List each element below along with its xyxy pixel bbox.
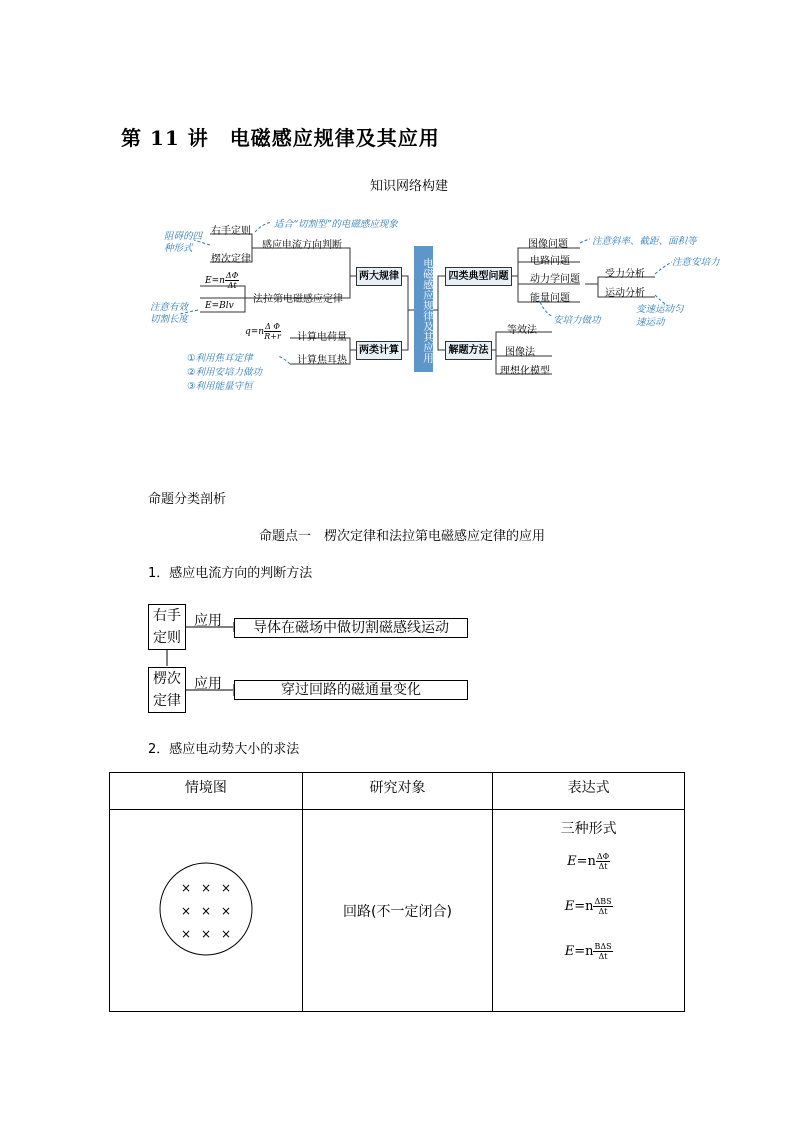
rule-right-hand-box xyxy=(148,604,186,650)
rule-lenz-name-1: 楞次 xyxy=(153,671,181,687)
mindmap-motion-analysis: 运动分析 xyxy=(605,288,645,299)
item2-heading: 2．感应电动势大小的求法 xyxy=(148,742,300,757)
mindmap-method-equivalent: 等效法 xyxy=(507,325,537,336)
field-cross: × xyxy=(180,926,191,941)
field-cross: × xyxy=(200,903,211,918)
forms-title: 三种形式 xyxy=(560,821,617,837)
formula-flux: E=n $\frac{\Delta\Phi}{\Delta t}$ xyxy=(567,852,610,871)
page-title: 第 11 讲 电磁感应规律及其应用 xyxy=(121,126,440,150)
field-cross: × xyxy=(220,926,231,941)
mindmap-item-image: 图像问题 xyxy=(528,239,568,250)
table-header-object: 研究对象 xyxy=(302,773,493,810)
field-cross: × xyxy=(220,903,231,918)
note-heat-3: ③利用能量守恒 xyxy=(187,381,253,392)
table-cell-object: 回路(不一定闭合) xyxy=(302,810,493,1012)
mindmap-formula-charge: q=n $\frac{\text{Δ Φ}}{R+r}$ xyxy=(245,322,281,341)
emf-table xyxy=(109,772,685,1012)
mindmap-heading: 知识网络构建 xyxy=(370,179,449,194)
note-energy: 安培力做功 xyxy=(553,315,601,326)
mindmap-charge-calc: 计算电荷量 xyxy=(297,332,347,343)
mindmap-branch-methods: 解题方法 xyxy=(445,341,492,360)
mindmap-method-ideal-model: 理想化模型 xyxy=(500,366,550,377)
section-heading: 命题分类剖析 xyxy=(148,492,227,507)
table-header-scene: 情境图 xyxy=(110,773,303,810)
field-cross: × xyxy=(180,880,191,895)
mindmap-formula-flux: E=n $\frac{\Delta\Phi}{\Delta t}$ xyxy=(205,271,239,290)
note-motion: 变速运动匀速运动 xyxy=(636,304,684,328)
note-lenz: 阻碍的四种形式 xyxy=(164,231,203,254)
rule-lenz-desc: 穿过回路的磁通量变化 xyxy=(234,680,468,700)
mindmap-lenz-law: 楞次定律 xyxy=(211,254,251,265)
field-cross: × xyxy=(200,926,211,941)
mindmap-branch-two-laws: 两大规律 xyxy=(356,267,402,286)
formula-field: E=n $\frac{\text{BΔS}}{\Delta t}$ xyxy=(564,942,612,961)
table-header-expression: 表达式 xyxy=(493,773,685,810)
rule-lenz-name-2: 定律 xyxy=(153,693,181,709)
table-cell-scene xyxy=(110,810,303,1012)
note-right-hand: 适合“切割型”的电磁感应现象 xyxy=(274,219,398,230)
field-cross: × xyxy=(220,880,231,895)
mindmap-formula-blv: E=Blv xyxy=(205,301,234,311)
note-image: 注意斜率、截距、面积等 xyxy=(592,236,697,247)
note-force: 注意安培力 xyxy=(672,257,720,268)
rule-lenz-box xyxy=(148,667,186,713)
mindmap-faraday-law: 法拉第电磁感应定律 xyxy=(253,294,343,305)
mindmap-item-circuit: 电路问题 xyxy=(530,256,570,267)
mindmap-item-energy: 能量问题 xyxy=(530,293,570,304)
rule-right-hand-name-2: 定则 xyxy=(153,630,181,646)
mindmap-branch-four-problems: 四类典型问题 xyxy=(445,267,512,286)
table-cell-expression xyxy=(493,810,685,1012)
field-cross: × xyxy=(180,903,191,918)
mindmap-force-analysis: 受力分析 xyxy=(605,269,645,280)
mindmap-branch-two-calcs: 两类计算 xyxy=(356,341,402,360)
note-heat-1: ①利用焦耳定律 xyxy=(187,353,253,364)
rule-right-hand-name-1: 右手 xyxy=(153,608,181,624)
mindmap-item-dynamics: 动力学问题 xyxy=(530,274,580,285)
mindmap-current-direction: 感应电流方向判断 xyxy=(262,240,342,251)
rule-right-hand-apply: 应用 xyxy=(194,613,222,629)
magnetic-field-circle xyxy=(156,859,256,959)
rule-right-hand-desc: 导体在磁场中做切割磁感线运动 xyxy=(234,618,468,638)
mindmap-center: 电磁感应规律及其应用 xyxy=(414,246,433,372)
mindmap-heat-calc: 计算焦耳热 xyxy=(297,355,347,366)
mindmap-method-graph: 图像法 xyxy=(505,347,535,358)
mindmap-right-hand-rule: 右手定则 xyxy=(211,226,251,237)
field-cross: × xyxy=(200,880,211,895)
note-blv: 注意有效切割长度 xyxy=(150,302,189,325)
note-heat-2: ②利用安培力做功 xyxy=(187,367,263,378)
point-heading: 命题点一 楞次定律和法拉第电磁感应定律的应用 xyxy=(259,529,546,544)
formula-area: E=n $\frac{\text{ΔBS}}{\Delta t}$ xyxy=(564,897,612,916)
item1-heading: 1．感应电流方向的判断方法 xyxy=(148,566,313,581)
rule-lenz-apply: 应用 xyxy=(194,676,222,692)
